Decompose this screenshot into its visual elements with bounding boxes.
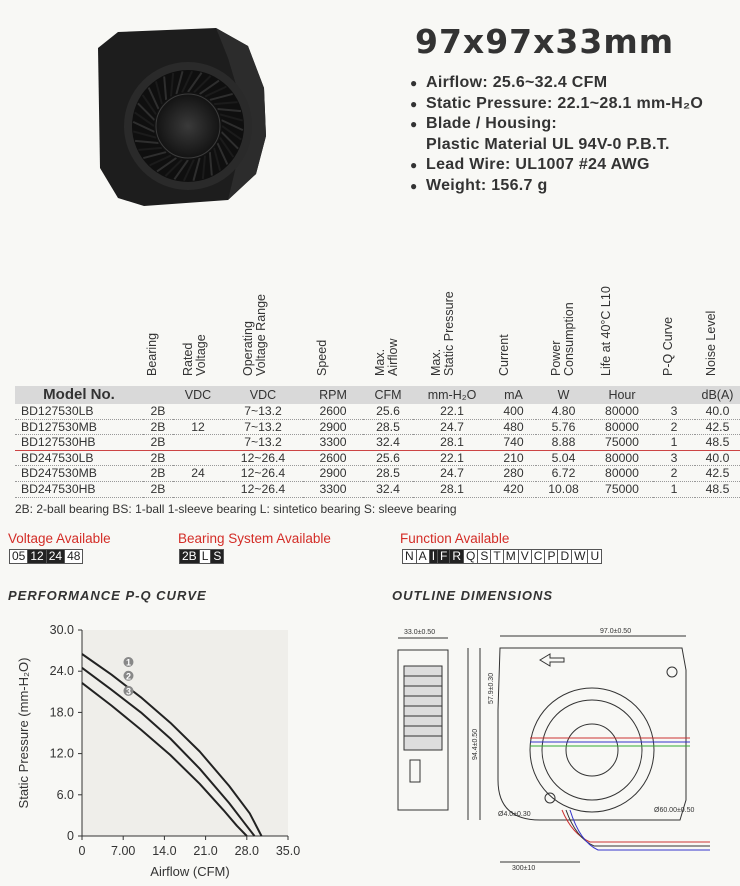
spec-text: Weight: 156.7 g <box>426 176 548 194</box>
cell-rated: 24 <box>173 466 223 482</box>
bullet-icon: ● <box>410 76 418 90</box>
function-option: Q <box>463 549 478 564</box>
table-row <box>15 450 740 466</box>
column-header: Speed <box>315 339 329 376</box>
spec-item <box>410 73 703 94</box>
function-options <box>402 549 601 564</box>
function-option: I <box>429 549 438 564</box>
cell-airflow: 28.5 <box>363 466 413 482</box>
cell-range: 12~26.4 <box>223 466 303 482</box>
unit-noise: dB(A) <box>701 387 734 402</box>
cell-bearing: 2B <box>143 450 173 466</box>
y-tick-label: 0 <box>67 829 74 843</box>
cell-range: 12~26.4 <box>223 450 303 466</box>
cell-model: BD247530HB <box>15 481 143 497</box>
function-option: W <box>571 549 588 564</box>
airflow-arrow <box>540 654 564 666</box>
cell-power: 4.80 <box>536 404 591 419</box>
unit-power: W <box>557 387 570 402</box>
lead-wire-red <box>562 810 710 842</box>
voltage-option: 48 <box>64 549 83 564</box>
column-header: Current <box>497 334 511 376</box>
voltage-available-label: Voltage Available <box>8 531 111 546</box>
pq-curve-chart <box>0 610 320 886</box>
cell-noise: 40.0 <box>695 404 740 419</box>
outline-section-title: OUTLINE DIMENSIONS <box>392 588 554 603</box>
spec-text: Plastic Material UL 94V-0 P.B.T. <box>426 135 670 153</box>
table-row <box>15 419 740 435</box>
cell-speed: 2900 <box>303 419 363 435</box>
cell-pressure: 24.7 <box>413 419 491 435</box>
x-axis-label: Airflow (CFM) <box>150 864 230 879</box>
cell-life: 75000 <box>591 435 653 451</box>
cell-noise: 48.5 <box>695 481 740 497</box>
cell-power: 5.04 <box>536 450 591 466</box>
plot-area <box>82 630 288 836</box>
cell-noise: 40.0 <box>695 450 740 466</box>
cell-pq: 2 <box>653 466 695 482</box>
cell-current: 480 <box>491 419 536 435</box>
column-header: Power Consumption <box>549 302 576 376</box>
cell-power: 5.76 <box>536 419 591 435</box>
voltage-options <box>9 549 82 564</box>
function-option: D <box>557 549 572 564</box>
series-label-3: 3 <box>125 686 131 697</box>
pq-section-title: PERFORMANCE P-Q CURVE <box>8 588 207 603</box>
function-option: U <box>587 549 602 564</box>
cell-range: 7~13.2 <box>223 404 303 419</box>
cell-model: BD247530MB <box>15 466 143 482</box>
unit-speed: RPM <box>319 387 347 402</box>
product-title: 97x97x33mm <box>415 22 675 61</box>
function-option: T <box>490 549 503 564</box>
cell-life: 80000 <box>591 450 653 466</box>
cell-pressure: 28.1 <box>413 481 491 497</box>
dim-lead: 300±10 <box>512 865 536 870</box>
bearing-options <box>179 549 223 564</box>
dim-impeller: Ø60.00±0.50 <box>654 807 695 814</box>
cell-power: 8.88 <box>536 435 591 451</box>
voltage-option: 12 <box>27 549 46 564</box>
unit-range: VDC <box>249 387 277 402</box>
cell-speed: 3300 <box>303 481 363 497</box>
x-tick-label: 0 <box>78 844 86 858</box>
x-tick-label: 7.00 <box>111 844 136 858</box>
hub-outline <box>566 724 618 776</box>
cell-power: 10.08 <box>536 481 591 497</box>
function-option: N <box>402 549 417 564</box>
cell-pq: 1 <box>653 481 695 497</box>
outline-drawing <box>380 620 730 870</box>
column-header: Life at 40°C L10 <box>599 286 613 376</box>
cell-current: 740 <box>491 435 536 451</box>
function-option: C <box>531 549 546 564</box>
dim-hole: Ø4.0±0.30 <box>498 811 531 818</box>
dim-outlet-height: 57.9±0.30 <box>488 672 495 704</box>
cell-airflow: 32.4 <box>363 435 413 451</box>
series-label-1: 1 <box>125 657 131 668</box>
cell-pressure: 24.7 <box>413 466 491 482</box>
spec-item <box>410 155 703 176</box>
cell-rated: 12 <box>173 419 223 435</box>
column-header: Rated Voltage <box>181 334 208 376</box>
unit-pq <box>653 386 695 404</box>
bullet-icon: ● <box>410 117 418 131</box>
cell-life: 80000 <box>591 419 653 435</box>
impeller-inner <box>542 700 642 800</box>
unit-model: Model No. <box>43 385 115 403</box>
cell-pressure: 22.1 <box>413 450 491 466</box>
cell-pressure: 22.1 <box>413 404 491 419</box>
function-option: P <box>544 549 558 564</box>
spec-text: Static Pressure: 22.1~28.1 mm-H₂O <box>426 94 704 112</box>
voltage-option: 05 <box>9 549 28 564</box>
cell-airflow: 25.6 <box>363 404 413 419</box>
y-tick-label: 18.0 <box>49 705 74 720</box>
cell-airflow: 32.4 <box>363 481 413 497</box>
cell-current: 210 <box>491 450 536 466</box>
series-label-2: 2 <box>125 671 131 682</box>
bearing-option: 2B <box>179 549 200 564</box>
column-header: Operating Voltage Range <box>241 293 268 376</box>
spec-item <box>410 94 703 115</box>
cell-model: BD127530HB <box>15 435 143 451</box>
cell-model: BD127530MB <box>15 419 143 435</box>
cell-noise: 42.5 <box>695 419 740 435</box>
y-tick-label: 24.0 <box>49 664 74 679</box>
cell-current: 400 <box>491 404 536 419</box>
cell-model: BD127530LB <box>15 404 143 419</box>
spec-text: Blade / Housing: <box>426 115 558 132</box>
bullet-icon: ● <box>410 96 418 111</box>
cell-speed: 2600 <box>303 404 363 419</box>
bullet-icon: ● <box>410 158 418 172</box>
bearing-note: 2B: 2-ball bearing BS: 1-ball 1-sleeve bearing L: sintetico bearing S: sleeve bearing <box>15 502 457 516</box>
fan-photo <box>88 18 273 208</box>
unit-current: mA <box>504 387 523 402</box>
table-row <box>15 466 740 482</box>
cell-bearing: 2B <box>143 481 173 497</box>
cell-pq: 2 <box>653 419 695 435</box>
cell-range: 7~13.2 <box>223 419 303 435</box>
cell-pq: 3 <box>653 404 695 419</box>
function-option: M <box>503 549 519 564</box>
cell-speed: 2600 <box>303 450 363 466</box>
spec-item <box>410 114 703 135</box>
y-tick-label: 12.0 <box>49 746 74 761</box>
dim-length: 97.0±0.50 <box>600 628 632 635</box>
cell-rated <box>173 404 223 419</box>
cell-rated <box>173 435 223 451</box>
unit-pressure: mm-H₂O <box>427 387 477 402</box>
model-table <box>15 386 740 498</box>
cell-life: 80000 <box>591 466 653 482</box>
function-option: F <box>437 549 450 564</box>
cell-current: 280 <box>491 466 536 482</box>
cell-power: 6.72 <box>536 466 591 482</box>
cell-life: 80000 <box>591 404 653 419</box>
cell-model: BD247530LB <box>15 450 143 466</box>
y-tick-label: 6.0 <box>56 787 74 802</box>
y-axis-label: Static Pressure (mm-H₂O) <box>16 657 31 809</box>
column-header: P-Q Curve <box>661 316 675 376</box>
cell-airflow: 28.5 <box>363 419 413 435</box>
units-row <box>15 386 740 404</box>
spec-item <box>410 176 703 197</box>
column-header: Max. Static Pressure <box>429 291 456 376</box>
cell-pq: 3 <box>653 450 695 466</box>
x-tick-label: 28.0 <box>234 844 259 858</box>
cell-range: 12~26.4 <box>223 481 303 497</box>
side-view-connector <box>410 760 420 782</box>
bearing-option: L <box>199 549 212 564</box>
function-option: R <box>449 549 464 564</box>
table-row <box>15 481 740 497</box>
cell-current: 420 <box>491 481 536 497</box>
table-row <box>15 404 740 419</box>
cell-bearing: 2B <box>143 435 173 451</box>
bullet-icon: ● <box>410 178 418 193</box>
cell-airflow: 25.6 <box>363 450 413 466</box>
spec-text: Airflow: 25.6~32.4 CFM <box>426 74 608 91</box>
cell-bearing: 2B <box>143 419 173 435</box>
top-view-housing <box>498 648 686 820</box>
voltage-option: 24 <box>46 549 65 564</box>
side-view-outlet <box>404 666 442 750</box>
cell-life: 75000 <box>591 481 653 497</box>
column-header: Noise Level <box>704 310 718 376</box>
spec-item <box>410 135 703 156</box>
dim-width: 33.0±0.50 <box>404 629 436 636</box>
bearing-available-label: Bearing System Available <box>178 531 331 546</box>
x-tick-label: 35.0 <box>275 844 301 858</box>
y-tick-label: 30.0 <box>49 623 74 637</box>
unit-airflow: CFM <box>374 387 402 402</box>
cell-rated <box>173 450 223 466</box>
cell-noise: 42.5 <box>695 466 740 482</box>
unit-life: Hour <box>608 387 636 402</box>
function-option: V <box>518 549 532 564</box>
function-option: A <box>416 549 430 564</box>
spec-list <box>410 73 703 196</box>
column-header: Bearing <box>145 332 159 376</box>
table-row <box>15 435 740 451</box>
cell-pressure: 28.1 <box>413 435 491 451</box>
bearing-option: S <box>210 549 224 564</box>
cell-noise: 48.5 <box>695 435 740 451</box>
cell-pq: 1 <box>653 435 695 451</box>
cell-bearing: 2B <box>143 404 173 419</box>
x-tick-label: 14.0 <box>152 844 177 858</box>
mount-hole-2 <box>667 667 677 677</box>
function-option: S <box>477 549 491 564</box>
cell-rated <box>173 481 223 497</box>
cell-speed: 3300 <box>303 435 363 451</box>
spec-text: Lead Wire: UL1007 #24 AWG <box>426 156 650 173</box>
column-header: Max. Airflow <box>373 338 400 376</box>
cell-speed: 2900 <box>303 466 363 482</box>
x-tick-label: 21.0 <box>193 844 218 858</box>
dim-height: 94.4±0.50 <box>472 728 479 760</box>
unit-bearing <box>143 386 173 404</box>
function-available-label: Function Available <box>400 531 510 546</box>
unit-rated: VDC <box>184 387 212 402</box>
cell-range: 7~13.2 <box>223 435 303 451</box>
cell-bearing: 2B <box>143 466 173 482</box>
